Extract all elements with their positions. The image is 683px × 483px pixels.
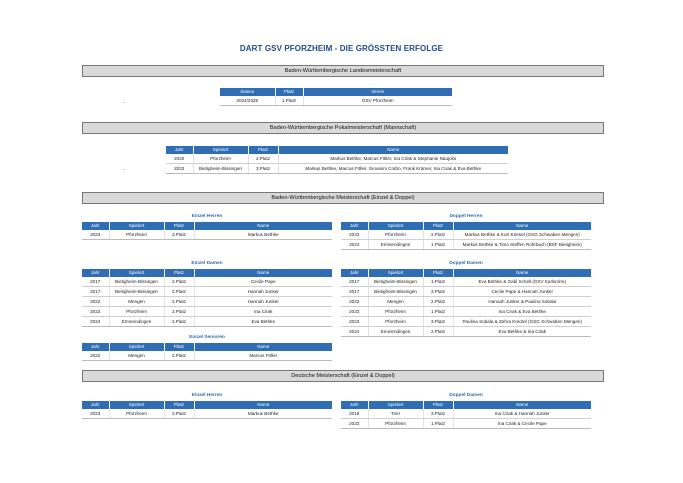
- subsection-title-einzel-senioren: Einzel Senioren: [189, 335, 225, 340]
- table-row: [166, 164, 508, 174]
- col-header-spielort: Spielort: [368, 222, 423, 230]
- table-cell: 2022: [341, 297, 368, 307]
- table-cell: Emmendingen: [109, 317, 164, 327]
- table-cell: Pforzheim: [109, 409, 164, 419]
- table-cell: 2023: [341, 419, 368, 429]
- col-header-name: Name: [194, 222, 332, 230]
- stray-dash: -: [123, 167, 125, 173]
- table-row: [341, 317, 591, 327]
- table-cell: 3.Platz: [164, 287, 194, 297]
- table-cell: 2022: [82, 351, 109, 361]
- col-header-name: Name: [453, 222, 591, 230]
- col-header-name: Name: [453, 401, 591, 409]
- col-header-jahr: Jahr: [82, 401, 109, 409]
- table-cell: 2.Platz: [164, 297, 194, 307]
- col-header-platz: Platz: [423, 401, 453, 409]
- table-cell: 2023: [82, 230, 109, 240]
- col-header-name: Name: [194, 269, 332, 277]
- table-cell: Emmendingen: [368, 240, 423, 250]
- table-cell: Ina Cirak & Cecile Pape: [453, 419, 591, 429]
- table-row: [82, 230, 332, 240]
- table-cell: Pforzheim: [368, 230, 423, 240]
- col-header-platz: Platz: [423, 222, 453, 230]
- col-header-saison: Saison: [220, 88, 275, 96]
- subsection-title-einzel-herren: Einzel Herren: [191, 393, 223, 398]
- table-cell: 2020: [166, 154, 193, 164]
- table-cell: Paulina Sobala & Zehra Kreotel (GSG Schwaben Mengen): [453, 317, 591, 327]
- table-row: [220, 96, 452, 106]
- table-cell: 2019: [341, 409, 368, 419]
- table-row: [341, 409, 591, 419]
- section-header-bw-meisterschaft: Baden-Württembergische Meisterschaft (Einzel & Doppel): [82, 192, 604, 204]
- col-header-spielort: Spielort: [109, 343, 164, 351]
- col-header-spielort: Spielort: [193, 146, 248, 154]
- table-cell: Markus Bethke: [194, 230, 332, 240]
- table-cell: 2023: [82, 307, 109, 317]
- table-cell: 2023: [82, 409, 109, 419]
- table-cell: Pforzheim: [368, 307, 423, 317]
- table-cell: 1.Platz: [423, 277, 453, 287]
- table-bw-einzel-damen: [82, 269, 332, 327]
- section-header-pokalmeisterschaft: Baden-Württembergische Pokalmeisterschaft (Mannschaft): [82, 122, 604, 134]
- table-cell: 2024: [341, 327, 368, 337]
- table-row: [82, 277, 332, 287]
- table-row: [341, 277, 591, 287]
- table-cell: Bietigheim-Bissingen: [109, 287, 164, 297]
- table-dm-doppel-damen: [341, 401, 591, 429]
- table-cell: 3.Platz: [164, 351, 194, 361]
- col-header-name: Name: [194, 343, 332, 351]
- col-header-spielort: Spielort: [368, 401, 423, 409]
- table-cell: 3.Platz: [164, 230, 194, 240]
- table-row: [341, 230, 591, 240]
- table-cell: 2024/2025: [220, 96, 275, 106]
- table-cell: Emmendingen: [368, 327, 423, 337]
- subsection-title-doppel-herren: Doppel Herren: [449, 214, 483, 219]
- table-cell: 2017: [82, 287, 109, 297]
- col-header-jahr: Jahr: [82, 269, 109, 277]
- table-cell: 2.Platz: [248, 154, 278, 164]
- table-cell: 2.Platz: [423, 327, 453, 337]
- table-row: [166, 154, 508, 164]
- table-bw-doppel-damen: [341, 269, 591, 337]
- table-dm-einzel-herren: [82, 401, 332, 419]
- table-cell: Mengen: [368, 297, 423, 307]
- table-cell: Markus Bethke, Marcus Föller, Ina Cirak & Stephanie Naujoks: [278, 154, 508, 164]
- col-header-verein: Verein: [303, 88, 452, 96]
- table-cell: 2024: [341, 240, 368, 250]
- table-cell: Pforzheim: [368, 419, 423, 429]
- subsection-title-doppel-damen: Doppel Damen: [449, 393, 483, 398]
- table-cell: 2.Platz: [164, 307, 194, 317]
- table-cell: 2023: [166, 164, 193, 174]
- table-cell: Markus Bethke, Marcus Föller, Giovanni Corbo, Frank Krämer, Ina Cirak & Eva Bethke: [278, 164, 508, 174]
- table-row: [341, 287, 591, 297]
- table-cell: 2023: [341, 317, 368, 327]
- table-row: [82, 287, 332, 297]
- col-header-jahr: Jahr: [82, 343, 109, 351]
- subsection-title-doppel-damen: Doppel Damen: [449, 261, 483, 266]
- col-header-name: Name: [278, 146, 508, 154]
- table-cell: Ina Cirak & Eva Bethke: [453, 307, 591, 317]
- table-cell: Markus Bethke: [194, 409, 332, 419]
- table-cell: Hannah Junker: [194, 287, 332, 297]
- table-row: [82, 317, 332, 327]
- table-cell: 2017: [82, 277, 109, 287]
- table-cell: Eva Bethke & Ina Cirak: [453, 327, 591, 337]
- col-header-platz: Platz: [164, 401, 194, 409]
- table-cell: 1.Platz: [423, 240, 453, 250]
- subsection-title-einzel-damen: Einzel Damen: [191, 261, 223, 266]
- table-bw-doppel-herren: [341, 222, 591, 250]
- col-header-jahr: Jahr: [82, 222, 109, 230]
- table-cell: 3.Platz: [423, 287, 453, 297]
- col-header-name: Name: [453, 269, 591, 277]
- table-cell: 2023: [341, 307, 368, 317]
- table-cell: Eva Bethke: [194, 317, 332, 327]
- table-row: [82, 307, 332, 317]
- table-cell: 3.Platz: [164, 409, 194, 419]
- col-header-jahr: Jahr: [341, 401, 368, 409]
- table-cell: 3.Platz: [423, 317, 453, 327]
- col-header-spielort: Spielort: [109, 401, 164, 409]
- table-cell: 2024: [82, 317, 109, 327]
- stray-dash: -: [123, 100, 125, 106]
- col-header-spielort: Spielort: [109, 222, 164, 230]
- table-row: [341, 240, 591, 250]
- table-cell: Bietigheim-Bissingen: [368, 287, 423, 297]
- col-header-name: Name: [194, 401, 332, 409]
- table-cell: Bietigheim-Bissingen: [109, 277, 164, 287]
- table-cell: 3.Platz: [248, 164, 278, 174]
- table-cell: Pforzheim: [109, 230, 164, 240]
- table-cell: Cecile Pape: [194, 277, 332, 287]
- table-cell: 2017: [341, 277, 368, 287]
- table-cell: Trier: [368, 409, 423, 419]
- table-landesmeisterschaft: [220, 88, 452, 106]
- table-cell: 2023: [341, 230, 368, 240]
- col-header-platz: Platz: [164, 269, 194, 277]
- subsection-title-einzel-herren: Einzel Herren: [191, 214, 223, 219]
- table-cell: 2.Platz: [164, 277, 194, 287]
- table-cell: Markus Bethke & Timo Steffen Rohrbach (BSF Bietigheim): [453, 240, 591, 250]
- table-cell: 1.Platz: [423, 307, 453, 317]
- table-cell: 2.Platz: [423, 230, 453, 240]
- table-cell: Ina Cirak: [194, 307, 332, 317]
- table-bw-einzel-herren: [82, 222, 332, 240]
- table-cell: 2.Platz: [164, 317, 194, 327]
- table-row: [82, 351, 332, 361]
- table-row: [341, 327, 591, 337]
- col-header-platz: Platz: [275, 88, 303, 96]
- table-cell: Pforzheim: [368, 317, 423, 327]
- table-cell: Markus Bethke & Kurt Kriesel (GSG Schwaben Mengen): [453, 230, 591, 240]
- table-cell: Hannah Junker & Paulina Sobala: [453, 297, 591, 307]
- table-cell: Bietigheim-Bissingen: [368, 277, 423, 287]
- table-cell: 2022: [82, 297, 109, 307]
- table-cell: 3.Platz: [423, 409, 453, 419]
- table-cell: 1.Platz: [275, 96, 303, 106]
- col-header-spielort: Spielort: [368, 269, 423, 277]
- table-cell: Eva Bethke & Gabi Schell (GSV Karlsruhe): [453, 277, 591, 287]
- table-cell: 2.Platz: [423, 297, 453, 307]
- col-header-jahr: Jahr: [341, 222, 368, 230]
- table-cell: Hannah Junker: [194, 297, 332, 307]
- table-cell: 1.Platz: [423, 419, 453, 429]
- table-cell: 2017: [341, 287, 368, 297]
- table-cell: Ina Cirak & Hannah Junker: [453, 409, 591, 419]
- table-row: [82, 297, 332, 307]
- section-header-landesmeisterschaft: Baden-Württembergische Landesmeisterschaft: [82, 65, 604, 77]
- table-pokalmeisterschaft: [166, 146, 508, 174]
- table-row: [341, 297, 591, 307]
- page-title: DART GSV PFORZHEIM - DIE GRÖSSTEN ERFOLGE: [239, 44, 444, 53]
- col-header-jahr: Jahr: [341, 269, 368, 277]
- table-row: [341, 307, 591, 317]
- table-cell: Marcus Föller: [194, 351, 332, 361]
- table-cell: Cecile Pape & Hannah Junker: [453, 287, 591, 297]
- section-header-deutsche-meisterschaft: Deutsche Meisterschaft (Einzel & Doppel): [82, 370, 604, 382]
- table-cell: GSV Pforzheim: [303, 96, 452, 106]
- col-header-platz: Platz: [164, 222, 194, 230]
- table-bw-einzel-senioren: [82, 343, 332, 361]
- table-row: [82, 409, 332, 419]
- table-cell: Pforzheim: [109, 307, 164, 317]
- table-cell: Mengen: [109, 351, 164, 361]
- col-header-spielort: Spielort: [109, 269, 164, 277]
- col-header-platz: Platz: [423, 269, 453, 277]
- table-row: [341, 419, 591, 429]
- table-cell: Pforzheim: [193, 154, 248, 164]
- col-header-platz: Platz: [164, 343, 194, 351]
- table-cell: Mengen: [109, 297, 164, 307]
- col-header-platz: Platz: [248, 146, 278, 154]
- table-cell: Bietigheim-Bissingen: [193, 164, 248, 174]
- col-header-jahr: Jahr: [166, 146, 193, 154]
